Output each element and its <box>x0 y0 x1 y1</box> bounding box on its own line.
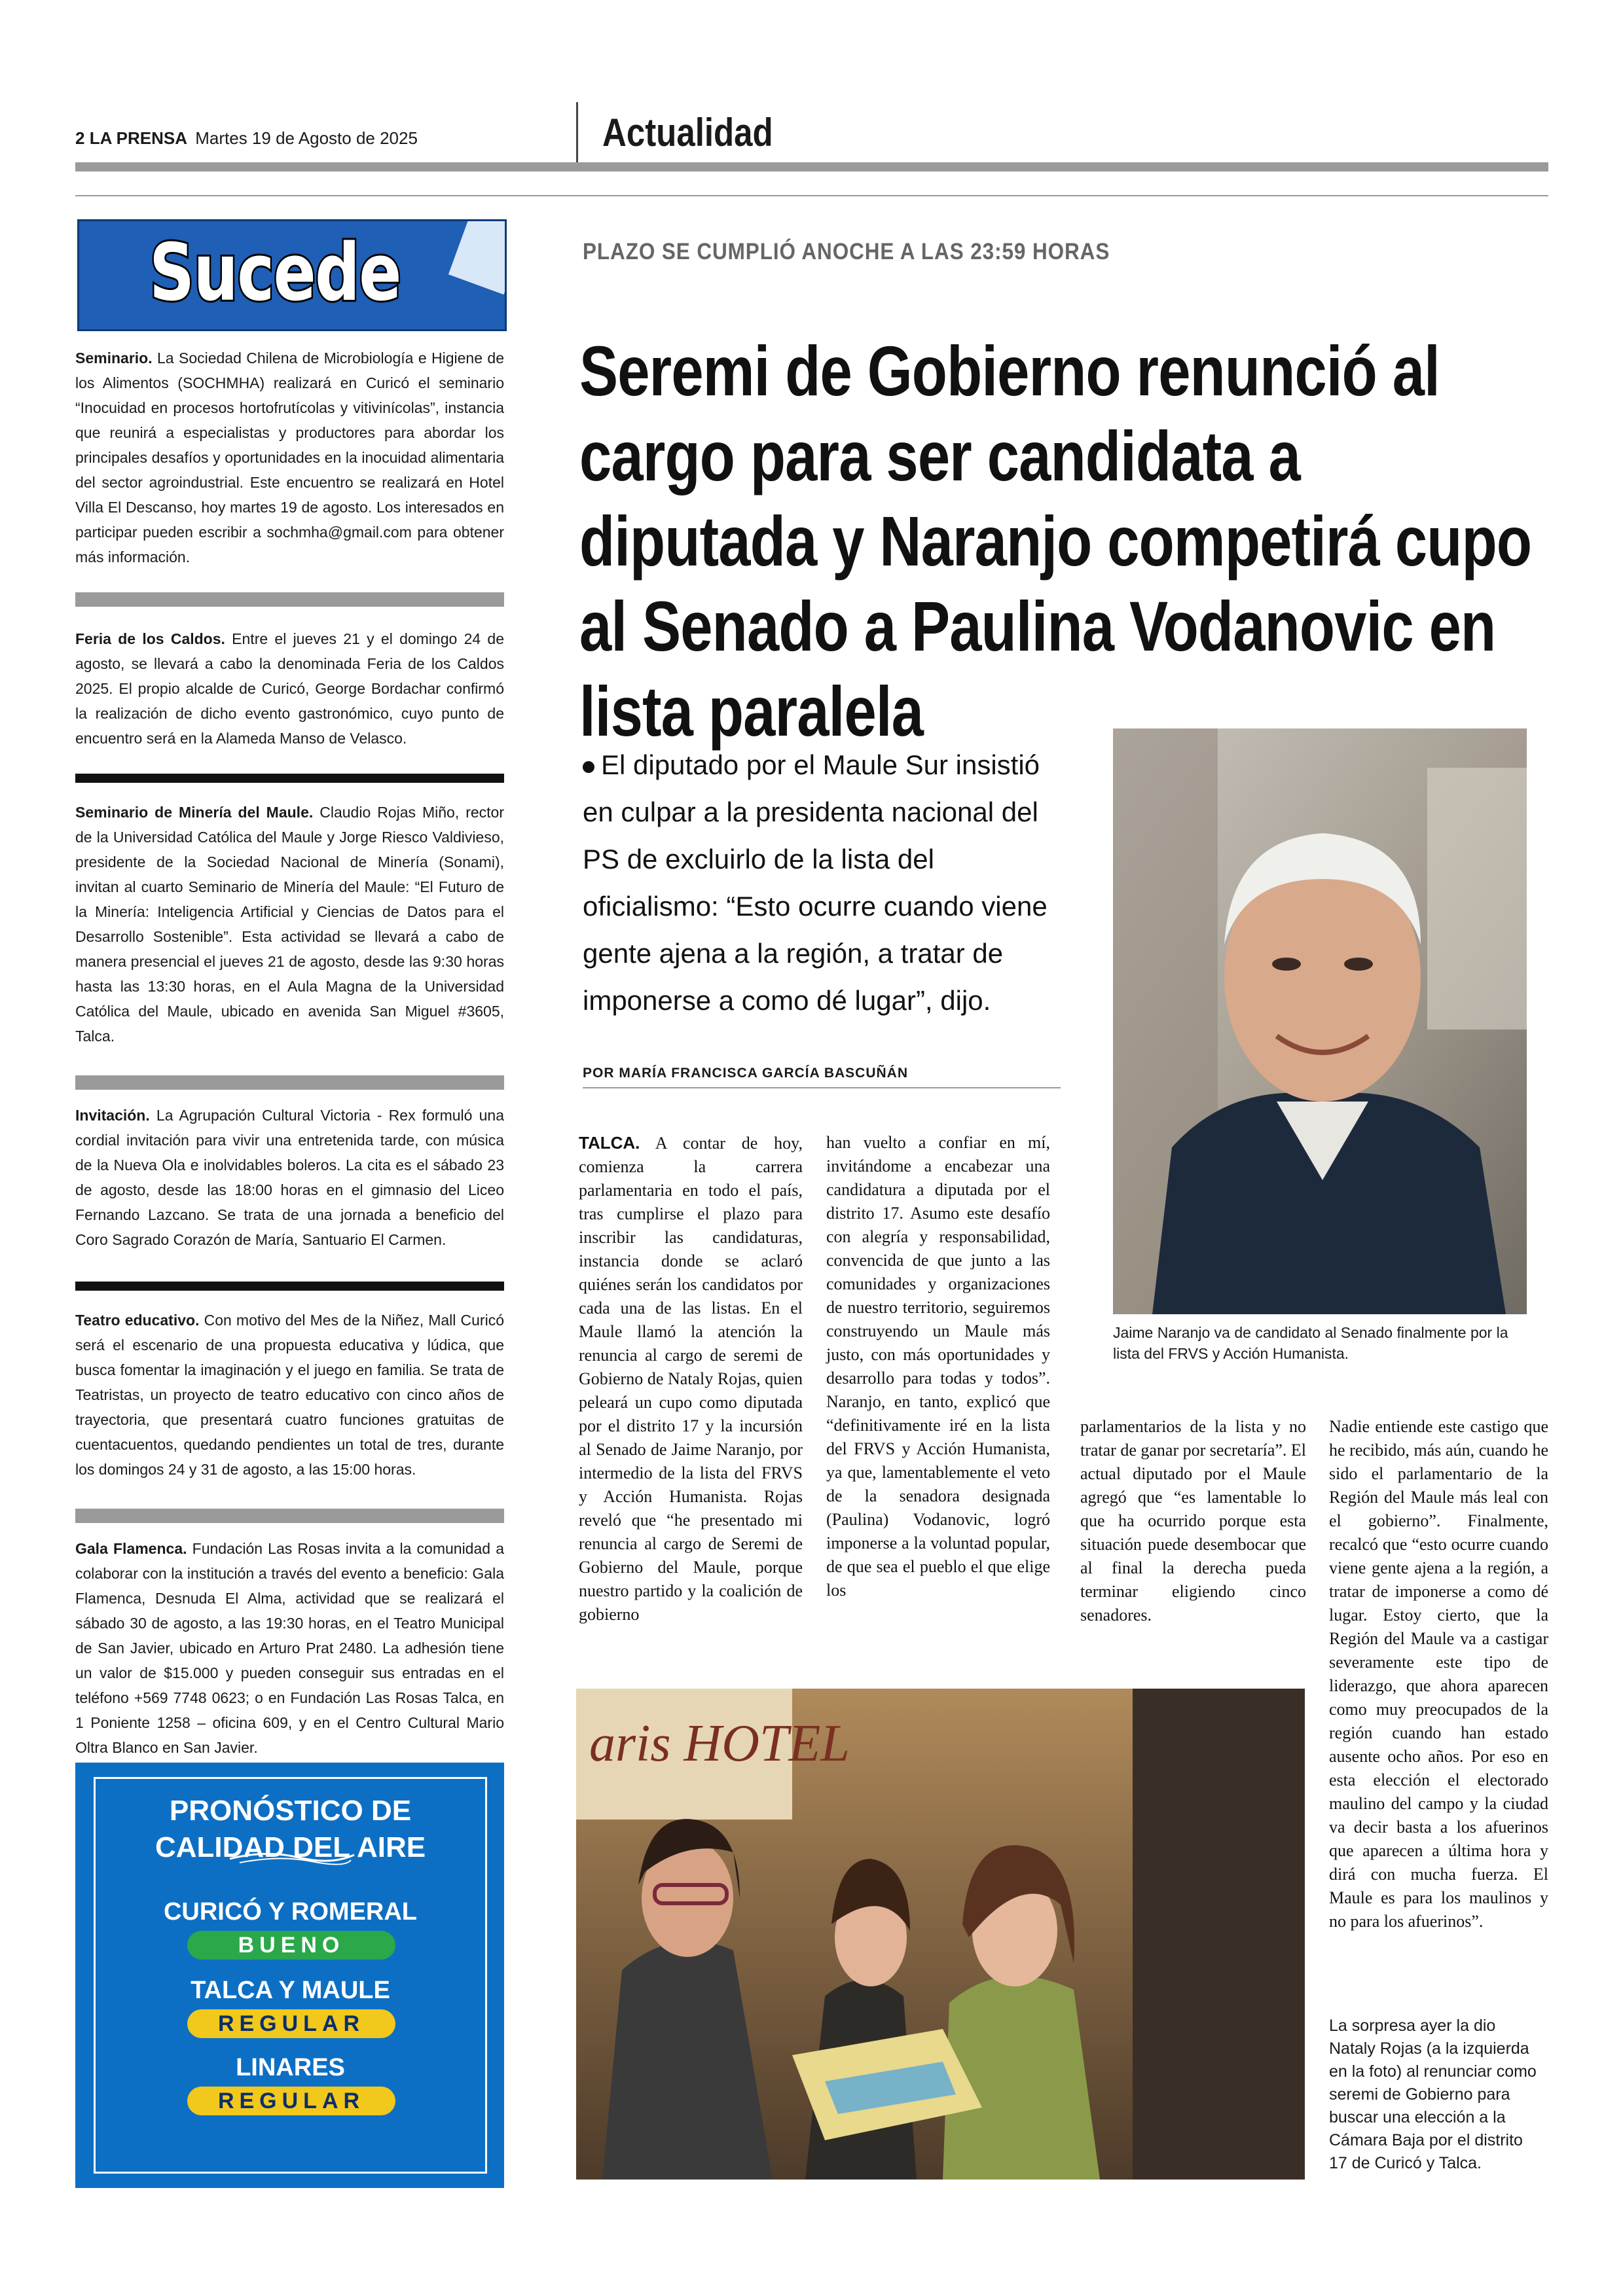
air-status-badge: REGULAR <box>187 2009 395 2038</box>
air-zone-name: LINARES <box>236 2054 345 2081</box>
air-title-line2: CALIDAD DEL AIRE <box>155 1831 426 1863</box>
item-heading: Seminario. <box>75 350 153 367</box>
street-photo <box>576 1689 1305 2179</box>
header-rule <box>75 162 1548 171</box>
article-column-3: parlamentarios de la lista y no tratar de ganar por secretaría”. El actual diputado por el Maule agregó que “es lamentable lo que ha ocurrido porque esta situación puede desembocar que al final la derecha pueda terminar eligiendo cinco senadores. <box>1080 1417 1307 1624</box>
item-heading: Invitación. <box>75 1107 150 1124</box>
article-byline: POR MARÍA FRANCISCA GARCÍA BASCUÑÁN <box>583 1066 908 1081</box>
item-heading: Seminario de Minería del Maule. <box>75 804 314 821</box>
page-number: 2 <box>75 128 85 148</box>
sucede-item <box>75 1536 504 1760</box>
item-separator <box>75 592 504 607</box>
sucede-item <box>75 626 504 751</box>
item-text: Con motivo del Mes de la Niñez, Mall Curicó será el escenario de una propuesta educativa y lúdica, que busca fomentar la imaginación y el juego en familia. Se trata de Teatristas, un proyecto de teatro educativo con cinco años de trayectoria, que presentará cuatro funciones gratuitas de cuentacuentos, quedando pendientes un total de tres, durante los domingos 24 y 31 de agosto, a las 15:00 horas. <box>75 1312 504 1478</box>
item-heading: Feria de los Caldos. <box>75 630 225 647</box>
article-headline: Seremi de Gobierno renunció al cargo para ser candidata a diputada y Naranjo competirá cupo al Senado a Paulina Vodanovic en lista paralela <box>579 331 1532 751</box>
portrait-photo <box>1113 728 1527 1314</box>
item-separator <box>75 1075 504 1090</box>
bullet-icon <box>583 761 594 773</box>
item-separator <box>75 1509 504 1523</box>
summary-text: El diputado por el Maule Sur insistió en culpar a la presidenta nacional del PS de excluirlo de la lista del oficialismo: “Esto ocurre cuando viene gente ajena a la región, a tratar de imponerse a como dé lugar”, dijo. <box>583 749 1048 1016</box>
issue-date: Martes 19 de Agosto de 2025 <box>195 128 418 148</box>
sucede-item <box>75 800 504 1049</box>
photo-caption: La sorpresa ayer la dio Nataly Rojas (a la izquierda en la foto) al renunciar como seremi de Gobierno para buscar una elección a la Cámara Baja por el distrito 17 de Curicó y Talca. <box>1329 2017 1537 2172</box>
hotel-sign: aris HOTEL <box>589 1715 850 1772</box>
item-text: La Agrupación Cultural Victoria - Rex formuló una cordial invitación para vivir una entretenida tarde, con música de la Nueva Ola e inolvidables boleros. La cita es el sábado 23 de agosto, desde las 18:00 horas en el gimnasio del Liceo Fernando Lazcano. Se trata de una jornada a beneficio del Coro Sagrado Corazón de María, Santuario El Carmen. <box>75 1107 504 1248</box>
sucede-item <box>75 346 504 569</box>
item-text: Claudio Rojas Miño, rector de la Universidad Católica del Maule y Jorge Riesco Valdivieso, presidente de la Sociedad Nacional de Minería (Sonami), invitan al cuarto Seminario de Minería del Maule: “El Futuro de la Minería: Inteligencia Artificial y Ciencias de Datos para el Desarrollo Sostenible”. Esta actividad se llevará a cabo de manera presencial el jueves 21 de agosto, desde las 9:30 horas hasta las 13:30 horas, en el Aula Magna de la Universidad Católica del Maule, ubicado en avenida San Miguel #3605, Talca. <box>75 804 504 1045</box>
item-heading: Gala Flamenca. <box>75 1540 187 1557</box>
dateline: TALCA. <box>579 1133 640 1153</box>
sucede-title: Sucede <box>149 228 401 319</box>
sucede-item <box>75 1103 504 1252</box>
air-status-badge: BUENO <box>187 1931 395 1960</box>
column-text: A contar de hoy, comienza la carrera parlamentaria en todo el país, tras cumplirse el plazo para inscribir las candidaturas, instancia donde se aclaró quiénes serán los candidatos por cada una de las listas. En el Maule llamó la atención la renuncia al cargo de seremi de Gobierno de Nataly Rojas, quien peleará un cupo como diputada por el distrito 17 y la incursión al Senado de Jaime Naranjo, por intermedio de la lista del FRVS y Acción Humanista. Rojas reveló que “he presentado mi renuncia al cargo de Seremi de Gobierno del Maule, porque nuestro partido y la coalición de gobierno <box>579 1134 803 1624</box>
air-status-badge: REGULAR <box>187 2087 395 2115</box>
item-text: Entre el jueves 21 y el domingo 24 de agosto, se llevará a cabo la denominada Feria de los Caldos 2025. El propio alcalde de Curicó, George Bordachar confirmó la realización de dicho evento gastronómico, cuyo punto de encuentro será en la Alameda Manso de Velasco. <box>75 630 504 747</box>
photo-caption: Jaime Naranjo va de candidato al Senado finalmente por la lista del FRVS y Acción Humanista. <box>1113 1324 1508 1362</box>
item-heading: Teatro educativo. <box>75 1312 200 1329</box>
item-text: La Sociedad Chilena de Microbiología e Higiene de los Alimentos (SOCHMHA) realizará en Curicó el seminario “Inocuidad en procesos hortofrutícolas y vitivinícolas”, instancia que reunirá a especialistas y productores para abordar los principales desafíos y oportunidades en la inocuidad alimentaria del sector agroindustrial. Este encuentro se realizará en Hotel Villa El Descanso, hoy martes 19 de agosto. Los interesados en participar pueden escribir a sochmha@gmail.com para obtener más información. <box>75 350 504 565</box>
header-divider <box>576 102 578 168</box>
article-column-4: Nadie entiende este castigo que he recibido, más aún, cuando he sido el parlamentario de la Región del Maule más leal con el gobierno”. Finalmente, recalcó que “esto ocurre cuando viene gente ajena a la región, a tratar de imponerse a como dé lugar. Estoy cierto, que la Región del Maule va a castigar severamente este tipo de liderazgo, que ahora aparecen como muy preocupados de la región cuando han estado ausente ocho años. Por eso en esta elección el electorado maulino del campo y la ciudad va decir basta a los afuerinos que aparecen a última hora y dirá con mucha fuerza. El Maule es para los maulinos y no para los afuerinos”. <box>1329 1417 1548 1931</box>
byline-rule <box>583 1087 1061 1088</box>
air-title-line1: PRONÓSTICO DE <box>169 1795 412 1827</box>
item-separator <box>75 1282 504 1291</box>
air-zone-name: TALCA Y MAULE <box>191 1977 390 2004</box>
article-summary <box>583 742 1067 1024</box>
air-zone-name: CURICÓ Y ROMERAL <box>163 1898 418 1926</box>
article-column-1 <box>579 1131 803 1626</box>
section-title: Actualidad <box>602 111 773 154</box>
article-column-2: han vuelto a confiar en mí, invitándome a encabezar una candidatura a diputada por el distrito 17. Asumo este desafío con alegría y responsabilidad, convencida de que junto a las comunidades y organizaciones de nuestro territorio, seguiremos construyendo un Maule más justo, con más oportunidades y desarrollo para todas y todos”. Naranjo, en tanto, explicó que “definitivamente iré en la lista del FRVS y Acción Humanista, ya que, lamentablemente el veto de la senadora designada (Paulina) Vodanovic, logró imponerse a la voluntad popular, de que sea el pueblo el que elige los <box>826 1133 1050 1600</box>
header-thin-rule <box>75 195 1548 196</box>
air-quality-box <box>75 1763 504 2188</box>
item-separator <box>75 774 504 783</box>
sucede-item <box>75 1308 504 1482</box>
article-kicker: PLAZO SE CUMPLIÓ ANOCHE A LAS 23:59 HORAS <box>583 239 1110 264</box>
paper-name: LA PRENSA <box>89 128 187 148</box>
page-folio <box>75 128 418 149</box>
air-quality-frame <box>94 1777 487 2174</box>
item-text: Fundación Las Rosas invita a la comunidad a colaborar con la institución a través del evento a beneficio: Gala Flamenca, Desnuda El Alma, actividad que se realizará el sábado 30 de agosto, a las 19:30 horas, en el Teatro Municipal de San Javier, ubicado en Arturo Prat 2480. La adhesión tiene un valor de $15.000 y pueden conseguir sus entradas en el teléfono +569 7748 0623; o en Fundación Las Rosas Talca, en 1 Poniente 1258 – oficina 609, y en el Centro Cultural Mario Oltra Blanco en San Javier. <box>75 1540 504 1756</box>
